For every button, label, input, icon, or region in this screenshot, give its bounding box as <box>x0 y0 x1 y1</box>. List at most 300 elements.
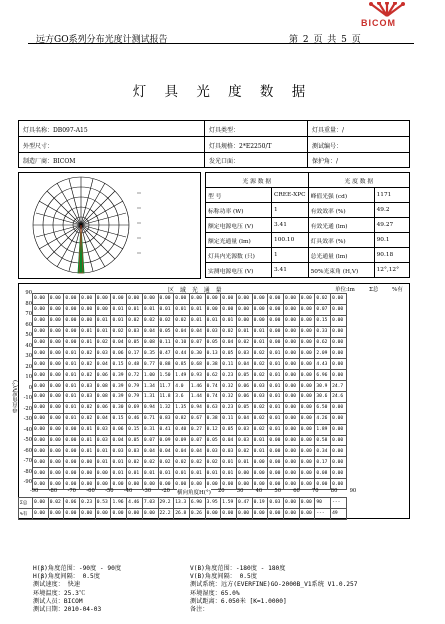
table-cell: 0.02 <box>80 402 96 413</box>
table-cell: 0.04 <box>95 359 111 370</box>
table-row <box>33 446 347 457</box>
row-label: Σ总 <box>19 498 33 509</box>
table-cell: 0.01 <box>268 413 284 424</box>
table-cell: 0.08 <box>142 337 158 348</box>
table-cell: 30.6 <box>315 392 331 403</box>
table-cell: 0.79 <box>127 392 143 403</box>
remarks: 备注： <box>190 606 209 613</box>
table-cell: 0.00 <box>299 457 315 468</box>
lamp-spec: 灯具规格：2*E2250/T <box>209 143 272 150</box>
table-cell: 0.00 <box>64 468 80 479</box>
vertical-angle-tick: 80 <box>25 300 32 307</box>
table-cell: 22.2 <box>158 508 174 519</box>
table-cell: 0.06 <box>236 381 252 392</box>
table-cell: 0.01 <box>80 337 96 348</box>
table-cell: 0.10 <box>174 337 190 348</box>
table-cell: 1.32 <box>158 402 174 413</box>
table-cell: 0.00 <box>95 479 111 490</box>
table-cell: 1.44 <box>189 392 205 403</box>
vertical-angle-tick: -70 <box>23 458 32 464</box>
table-row <box>33 413 347 424</box>
table-cell: 0.01 <box>95 457 111 468</box>
v-angle-range: V(B)角度范围：-180度 - 180度 <box>190 565 286 572</box>
table-cell: 0.02 <box>252 424 268 435</box>
table-cell: 0.00 <box>111 294 127 305</box>
cell: 90.18 <box>374 248 409 263</box>
table-cell: 0.00 <box>158 479 174 490</box>
table-cell: 0.00 <box>299 348 315 359</box>
table-cell: 0.02 <box>48 498 64 509</box>
cell: 标称功率 (W) <box>206 203 272 218</box>
table-cell: 0.02 <box>127 457 143 468</box>
table-cell: 0.04 <box>174 446 190 457</box>
horizontal-angle-tick: -40 <box>124 488 133 494</box>
table-row <box>206 263 410 278</box>
cell: 有效效率 (%) <box>308 203 374 218</box>
cell: 3.41 <box>272 263 309 278</box>
table-cell: 0.01 <box>64 348 80 359</box>
table-cell: 0.06 <box>95 402 111 413</box>
test-system: 测试系统：远方(EVERFINE)GO-2000B_V1系统 V1.0.257 <box>190 581 358 588</box>
table-cell: 0.00 <box>33 498 49 509</box>
test-date: 测试日期：2010-04-03 <box>33 606 102 613</box>
h-angle-step: H(β)角度间隔： 0.5度 <box>33 573 100 580</box>
table-cell: 0.01 <box>189 468 205 479</box>
table-cell: 0.00 <box>331 424 347 435</box>
table-cell: 0.00 <box>236 294 252 305</box>
table-cell: 0.00 <box>331 337 347 348</box>
cell: 型 号 <box>206 188 272 203</box>
protection-angle: 保护角：/ <box>312 158 339 165</box>
table-cell: 0.00 <box>64 446 80 457</box>
cell: 额定电源电压 (V) <box>206 218 272 233</box>
table-cell: 0.00 <box>299 294 315 305</box>
table-cell: 0.02 <box>252 370 268 381</box>
table-cell: 0.11 <box>221 359 237 370</box>
table-row <box>33 326 347 337</box>
table-cell: 0.00 <box>331 435 347 446</box>
table-cell: 49 <box>331 508 347 519</box>
table-cell: 0.00 <box>284 413 300 424</box>
table-cell: 0.00 <box>299 370 315 381</box>
horizontal-angle-tick: 70 <box>312 488 319 494</box>
table-cell: 0.02 <box>80 370 96 381</box>
table-cell: 1.00 <box>142 370 158 381</box>
table-cell: 0.02 <box>80 359 96 370</box>
table-cell: 0.47 <box>236 498 252 509</box>
table-row <box>33 468 347 479</box>
table-cell: 0.00 <box>48 435 64 446</box>
table-cell: 0.01 <box>142 468 158 479</box>
table-cell: 0.17 <box>127 348 143 359</box>
table-cell: 0.04 <box>142 446 158 457</box>
table-cell: 0.00 <box>33 381 49 392</box>
table-cell: 0.04 <box>189 326 205 337</box>
horizontal-angle-tick: -30 <box>142 488 152 494</box>
table-cell: 0.01 <box>111 468 127 479</box>
horizontal-angle-tick: 60 <box>293 488 300 494</box>
table-cell: 0.40 <box>174 424 190 435</box>
table-cell: 0.02 <box>80 348 96 359</box>
table-cell: 0.03 <box>236 424 252 435</box>
table-cell: 0.03 <box>80 392 96 403</box>
table-cell: 0.93 <box>189 370 205 381</box>
table-cell: 0.08 <box>315 468 331 479</box>
table-cell: 0.03 <box>221 446 237 457</box>
table-cell: 0.05 <box>127 435 143 446</box>
table-cell: 0.01 <box>236 457 252 468</box>
report-header-title: 远方GO系列分布光度计测试报告 <box>36 35 168 45</box>
table-cell: 0.88 <box>158 359 174 370</box>
table-cell: 0.44 <box>174 348 190 359</box>
vertical-axis-label: 垂直角度V(°) <box>13 380 19 414</box>
table-cell: 0.00 <box>64 479 80 490</box>
table-cell: 0.03 <box>127 326 143 337</box>
table-cell: 0.00 <box>111 479 127 490</box>
table-cell: 0.00 <box>268 457 284 468</box>
table-cell: 0.00 <box>33 402 49 413</box>
cell: 50%光束角 (H,V) <box>308 263 374 278</box>
table-cell: 0.00 <box>48 359 64 370</box>
table-cell: 0.00 <box>299 479 315 490</box>
table-cell: 0.15 <box>111 413 127 424</box>
table-cell: 0.09 <box>174 435 190 446</box>
table-cell: 0.00 <box>48 446 64 457</box>
table-cell: 0.00 <box>268 304 284 315</box>
vertical-angle-tick: -50 <box>23 437 32 443</box>
table-cell: 0.46 <box>127 413 143 424</box>
table-cell: 0.63 <box>205 402 221 413</box>
table-cell: 0.00 <box>299 304 315 315</box>
table-cell: 0.00 <box>205 508 221 519</box>
cell: 峰值光强 (cd) <box>308 188 374 203</box>
test-distance: 测试距离：6.050米 [K=1.0000] <box>190 598 287 605</box>
table-cell: 0.00 <box>33 370 49 381</box>
header-rule <box>28 43 414 44</box>
table-cell: 0.34 <box>315 446 331 457</box>
table-cell: 0.00 <box>33 315 49 326</box>
h-angle-range: H(β)角度范围：-90度 - 90度 <box>33 565 122 572</box>
table-cell: 0.00 <box>268 479 284 490</box>
table-cell: 0.23 <box>80 498 96 509</box>
table-cell: 0.04 <box>142 326 158 337</box>
table-cell: 0.00 <box>284 348 300 359</box>
lamp-type: 灯具类型： <box>209 127 240 134</box>
table-cell: 0.01 <box>111 315 127 326</box>
table-cell: 0.03 <box>236 435 252 446</box>
percent-header: %有 <box>392 287 403 293</box>
table-cell: 0.00 <box>221 508 237 519</box>
table-cell: 0.00 <box>299 315 315 326</box>
vertical-angle-tick: -10 <box>23 395 32 401</box>
table-cell: 0.00 <box>48 294 64 305</box>
table-cell: 0.01 <box>268 392 284 403</box>
table-cell: 0.00 <box>33 304 49 315</box>
table-cell: 0.01 <box>174 304 190 315</box>
table-cell: 0.00 <box>299 424 315 435</box>
table-cell: 0.00 <box>236 508 252 519</box>
table-cell: 0.02 <box>174 457 190 468</box>
table-cell: 0.03 <box>80 381 96 392</box>
table-cell: 0.00 <box>331 359 347 370</box>
table-row <box>33 370 347 381</box>
table-cell: 6.90 <box>189 498 205 509</box>
table-cell: 0.00 <box>221 479 237 490</box>
table-cell: 0.07 <box>189 337 205 348</box>
table-cell: 0.00 <box>33 392 49 403</box>
table-cell: 0.72 <box>127 370 143 381</box>
table-cell: 0.01 <box>158 304 174 315</box>
horizontal-angle-tick: 20 <box>218 488 225 494</box>
table-cell: 0.62 <box>315 337 331 348</box>
vertical-angle-tick: 30 <box>25 353 32 359</box>
horizontal-angle-tick: -60 <box>86 488 95 494</box>
table-cell: 0.47 <box>158 348 174 359</box>
table-cell: 0.01 <box>268 348 284 359</box>
table-cell: 0.02 <box>80 413 96 424</box>
table-cell: 0.03 <box>95 424 111 435</box>
table-cell: 0.00 <box>95 468 111 479</box>
table-cell: 0.01 <box>205 468 221 479</box>
table-cell: 0.00 <box>174 294 190 305</box>
table-cell: 0.00 <box>142 508 158 519</box>
table-cell: 0.00 <box>221 304 237 315</box>
table-cell: 1.46 <box>189 381 205 392</box>
table-cell: 0.00 <box>268 468 284 479</box>
table-cell: 0.15 <box>111 359 127 370</box>
table-cell: 6.96 <box>315 370 331 381</box>
table-cell: 0.04 <box>221 435 237 446</box>
table-cell: 0.00 <box>268 337 284 348</box>
vertical-angle-tick: 70 <box>25 311 32 317</box>
table-cell: 4.26 <box>315 413 331 424</box>
table-cell: 0.00 <box>64 337 80 348</box>
zonal-flux-table <box>32 293 347 490</box>
table-cell: 0.00 <box>268 294 284 305</box>
table-cell: 0.00 <box>284 498 300 509</box>
table-cell: 0.02 <box>142 457 158 468</box>
table-cell: 0.01 <box>80 424 96 435</box>
table-cell: 0.00 <box>299 392 315 403</box>
table-cell: 0.01 <box>268 359 284 370</box>
cell: 有效光通 (lm) <box>308 218 374 233</box>
table-cell: --- <box>315 508 331 519</box>
table-cell: 0.00 <box>284 424 300 435</box>
table-cell: 0.06 <box>111 348 127 359</box>
table-cell: 0.01 <box>174 468 190 479</box>
table-cell: 0.00 <box>299 413 315 424</box>
table-cell: 0.00 <box>95 294 111 305</box>
table-cell: 0.58 <box>315 435 331 446</box>
table-cell: 0.23 <box>221 402 237 413</box>
table-cell: 4.46 <box>127 498 143 509</box>
aperture: 发光口面： <box>209 158 240 165</box>
table-cell: 0.01 <box>236 326 252 337</box>
horizontal-angle-tick: 90 <box>349 488 357 494</box>
table-cell: 7.03 <box>142 498 158 509</box>
logo-text: BICOM <box>361 18 396 28</box>
table-cell: 0.01 <box>64 359 80 370</box>
table-cell: 0.00 <box>299 498 315 509</box>
table-cell: 0.01 <box>64 392 80 403</box>
vertical-angle-tick: -80 <box>23 468 32 475</box>
horizontal-angle-tick: -70 <box>67 488 76 494</box>
table-cell: 0.06 <box>64 498 80 509</box>
lamp-info-box <box>18 120 410 168</box>
lamp-name: 灯具名称：DB097-A15 <box>23 127 88 134</box>
table-cell: 0.00 <box>284 435 300 446</box>
table-cell: 0.01 <box>252 337 268 348</box>
table-cell: 0.00 <box>48 424 64 435</box>
table-cell: 24.6 <box>331 392 347 403</box>
table-cell: 0.00 <box>205 304 221 315</box>
table-cell: 1.34 <box>142 381 158 392</box>
table-cell: 0.26 <box>189 508 205 519</box>
table-cell: 0.00 <box>33 424 49 435</box>
table-cell: 0.23 <box>221 370 237 381</box>
table-cell: 0.00 <box>48 402 64 413</box>
table-row <box>33 424 347 435</box>
table-cell: 2.09 <box>315 348 331 359</box>
table-cell: 0.02 <box>205 457 221 468</box>
table-cell: 0.00 <box>48 315 64 326</box>
table-cell: 0.02 <box>252 348 268 359</box>
table-row <box>33 337 347 348</box>
table-row <box>33 359 347 370</box>
table-cell: 0.39 <box>111 381 127 392</box>
table-cell: 0.00 <box>331 294 347 305</box>
table-row <box>33 348 347 359</box>
horizontal-angle-tick: 80 <box>330 488 338 494</box>
table-cell: 0.00 <box>284 468 300 479</box>
table-cell: 11.7 <box>158 381 174 392</box>
table-cell: 0.83 <box>158 413 174 424</box>
table-cell: 0.00 <box>127 294 143 305</box>
table-cell: 0.00 <box>284 457 300 468</box>
table-cell: 0.00 <box>80 294 96 305</box>
ambient-humidity: 环境湿度：65.0% <box>190 590 240 597</box>
test-speed: 测试速度： 快速 <box>33 581 81 588</box>
table-cell: 0.00 <box>48 413 64 424</box>
table-cell: 0.00 <box>331 479 347 490</box>
table-cell: 0.01 <box>80 446 96 457</box>
table-cell: 0.00 <box>252 508 268 519</box>
table-cell: 0.02 <box>252 413 268 424</box>
table-cell: 0.00 <box>174 479 190 490</box>
table-cell: 0.00 <box>299 446 315 457</box>
table-row <box>19 498 347 509</box>
table-cell: 0.03 <box>95 348 111 359</box>
table-cell: 0.07 <box>142 435 158 446</box>
table-cell: 0.01 <box>252 435 268 446</box>
table-row <box>33 392 347 403</box>
table-cell: 0.01 <box>189 315 205 326</box>
table-cell: 0.13 <box>205 348 221 359</box>
cell: 12°,12° <box>374 263 409 278</box>
table-cell: 0.53 <box>95 498 111 509</box>
row-label: %有 <box>19 508 33 519</box>
table-cell: 0.02 <box>158 457 174 468</box>
table-cell: 0.39 <box>111 370 127 381</box>
table-cell: 0.00 <box>331 315 347 326</box>
table-cell: 0.00 <box>33 359 49 370</box>
table-cell: 0.00 <box>284 294 300 305</box>
table-row <box>33 435 347 446</box>
vertical-angle-tick: -40 <box>23 426 32 433</box>
table-cell: 0.94 <box>189 402 205 413</box>
table-cell: 0.00 <box>205 479 221 490</box>
table-cell: 0.06 <box>95 370 111 381</box>
table-cell: 0.00 <box>33 348 49 359</box>
table-cell: 0.00 <box>284 479 300 490</box>
table-cell: 0.01 <box>221 468 237 479</box>
table-cell: 0.01 <box>95 326 111 337</box>
table-cell: 0.00 <box>284 304 300 315</box>
table-cell: 0.00 <box>48 304 64 315</box>
table-cell: 0.02 <box>236 337 252 348</box>
table-cell: 0.74 <box>205 381 221 392</box>
table-cell: 0.00 <box>299 326 315 337</box>
table-cell: 0.00 <box>189 294 205 305</box>
table-cell: 0.00 <box>33 457 49 468</box>
table-cell: 0.02 <box>174 315 190 326</box>
vertical-angle-tick: -60 <box>23 447 32 454</box>
cell: 90.1 <box>374 233 409 248</box>
table-cell: 0.00 <box>221 294 237 305</box>
table-cell: 0.01 <box>64 413 80 424</box>
table-cell: 0.01 <box>80 435 96 446</box>
table-cell: 0.00 <box>33 479 49 490</box>
table-cell: 0.01 <box>252 446 268 457</box>
table-cell: 0.00 <box>80 457 96 468</box>
table-cell: 0.00 <box>236 468 252 479</box>
table-cell: 0.00 <box>299 337 315 348</box>
table-cell: 0.00 <box>64 326 80 337</box>
table-cell: 0.00 <box>284 359 300 370</box>
table-cell: 0.00 <box>284 402 300 413</box>
table-cell: 0.00 <box>80 468 96 479</box>
table-cell: 0.00 <box>95 508 111 519</box>
table-cell: 0.27 <box>189 424 205 435</box>
table-cell: 0.00 <box>299 359 315 370</box>
table-cell: 0.33 <box>315 326 331 337</box>
table-cell: 0.00 <box>284 337 300 348</box>
table-cell: 0.05 <box>205 337 221 348</box>
test-number: 测试编号： <box>312 143 343 150</box>
cell: 49.2 <box>374 203 409 218</box>
table-cell: 0.00 <box>236 315 252 326</box>
vertical-angle-tick: -20 <box>23 405 32 412</box>
table-cell: 0.02 <box>236 446 252 457</box>
table-cell: 0.00 <box>252 294 268 305</box>
table-row <box>33 381 347 392</box>
table-cell: 0.00 <box>64 304 80 315</box>
table-cell: 3.6 <box>174 392 190 403</box>
table-cell: 90 <box>315 498 331 509</box>
table-cell: 0.00 <box>48 508 64 519</box>
table-cell: 6.50 <box>315 402 331 413</box>
table-cell: 0.00 <box>236 479 252 490</box>
table-cell: 0.03 <box>205 326 221 337</box>
table-cell: 0.00 <box>284 508 300 519</box>
lamp-weight: 灯具重量：/ <box>312 127 345 134</box>
horizontal-axis-label: 横向角度H(°) <box>177 490 211 496</box>
table-cell: 0.01 <box>111 304 127 315</box>
table-cell: 0.68 <box>189 359 205 370</box>
table-cell: 0.02 <box>189 457 205 468</box>
table-cell: 0.02 <box>315 294 331 305</box>
table-row <box>33 315 347 326</box>
